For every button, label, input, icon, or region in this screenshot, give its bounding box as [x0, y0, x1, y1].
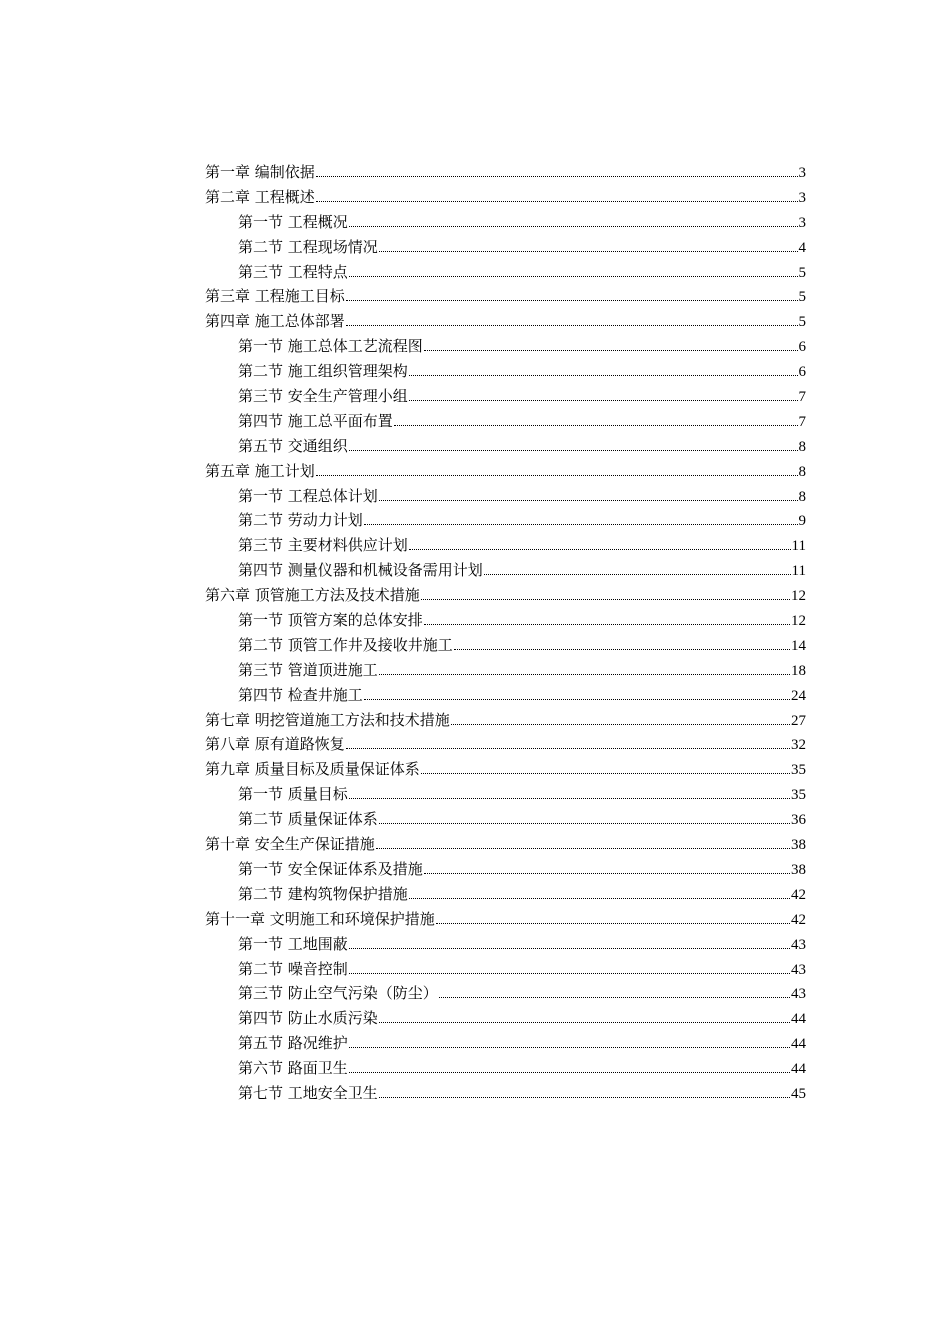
- toc-entry-title: 第六章 顶管施工方法及技术措施: [205, 586, 420, 605]
- toc-entry-title: 第二节 质量保证体系: [238, 810, 378, 829]
- toc-section-entry[interactable]: [205, 210, 806, 235]
- toc-chapter-entry[interactable]: [205, 185, 806, 210]
- toc-page-number: 27: [791, 712, 806, 729]
- toc-page-number: 3: [798, 214, 806, 231]
- toc-dot-leader: [409, 548, 791, 550]
- toc-section-entry[interactable]: [205, 981, 806, 1006]
- toc-dot-leader: [424, 623, 790, 625]
- toc-entry-title: 第五节 路况维护: [238, 1034, 348, 1053]
- toc-dot-leader: [379, 1096, 790, 1098]
- toc-section-entry[interactable]: [205, 558, 806, 583]
- toc-section-entry[interactable]: [205, 260, 806, 285]
- toc-page-number: 43: [791, 986, 806, 1003]
- toc-page-number: 18: [791, 662, 806, 679]
- toc-page-number: 44: [791, 1061, 806, 1078]
- toc-dot-leader: [349, 449, 798, 451]
- toc-page-number: 5: [798, 289, 806, 306]
- toc-dot-leader: [409, 399, 798, 401]
- toc-dot-leader: [316, 474, 798, 476]
- toc-dot-leader: [451, 723, 790, 725]
- toc-entry-title: 第十章 安全生产保证措施: [205, 835, 375, 854]
- toc-page-number: 42: [791, 886, 806, 903]
- toc-page-number: 11: [791, 563, 806, 580]
- toc-page-number: 6: [798, 364, 806, 381]
- toc-page-number: 6: [798, 339, 806, 356]
- toc-entry-title: 第七章 明挖管道施工方法和技术措施: [205, 710, 450, 729]
- toc-dot-leader: [424, 349, 798, 351]
- toc-section-entry[interactable]: [205, 683, 806, 708]
- toc-entry-title: 第四节 测量仪器和机械设备需用计划: [238, 561, 483, 580]
- toc-dot-leader: [436, 922, 790, 924]
- toc-chapter-entry[interactable]: [205, 708, 806, 733]
- toc-section-entry[interactable]: [205, 957, 806, 982]
- toc-chapter-entry[interactable]: [205, 160, 806, 185]
- toc-dot-leader: [364, 523, 798, 525]
- toc-entry-title: 第二节 顶管工作井及接收井施工: [238, 635, 453, 654]
- toc-page-number: 5: [798, 264, 806, 281]
- toc-dot-leader: [421, 772, 790, 774]
- toc-entry-title: 第六节 路面卫生: [238, 1059, 348, 1078]
- toc-page-number: 12: [791, 588, 806, 605]
- toc-section-entry[interactable]: [205, 782, 806, 807]
- toc-entry-title: 第三节 工程特点: [238, 262, 348, 281]
- toc-section-entry[interactable]: [205, 1006, 806, 1031]
- toc-entry-title: 第二节 劳动力计划: [238, 511, 363, 530]
- toc-page-number: 9: [798, 513, 806, 530]
- toc-dot-leader: [349, 1046, 790, 1048]
- toc-dot-leader: [349, 947, 790, 949]
- toc-page-number: 24: [791, 687, 806, 704]
- toc-section-entry[interactable]: [205, 533, 806, 558]
- toc-section-entry[interactable]: [205, 359, 806, 384]
- toc-section-entry[interactable]: [205, 508, 806, 533]
- toc-page-number: 36: [791, 812, 806, 829]
- toc-page-number: 3: [798, 189, 806, 206]
- toc-page-number: 5: [798, 314, 806, 331]
- toc-entry-title: 第三节 安全生产管理小组: [238, 387, 408, 406]
- toc-dot-leader: [349, 1071, 790, 1073]
- toc-section-entry[interactable]: [205, 807, 806, 832]
- toc-dot-leader: [409, 374, 798, 376]
- toc-section-entry[interactable]: [205, 882, 806, 907]
- toc-entry-title: 第五章 施工计划: [205, 461, 315, 480]
- toc-section-entry[interactable]: [205, 857, 806, 882]
- toc-section-entry[interactable]: [205, 932, 806, 957]
- toc-entry-title: 第一节 施工总体工艺流程图: [238, 337, 423, 356]
- toc-entry-title: 第一节 工程概况: [238, 212, 348, 231]
- toc-chapter-entry[interactable]: [205, 459, 806, 484]
- toc-entry-title: 第二章 工程概述: [205, 187, 315, 206]
- toc-page-number: 35: [791, 787, 806, 804]
- toc-dot-leader: [349, 275, 798, 277]
- toc-page-number: 3: [798, 165, 806, 181]
- toc-entry-title: 第八章 原有道路恢复: [205, 735, 345, 754]
- toc-page-number: 44: [791, 1036, 806, 1053]
- toc-page-number: 35: [791, 762, 806, 779]
- toc-page-number: 38: [791, 861, 806, 878]
- toc-page-number: 7: [798, 389, 806, 406]
- toc-dot-leader: [316, 200, 798, 202]
- toc-dot-leader: [454, 648, 790, 650]
- toc-section-entry[interactable]: [205, 484, 806, 509]
- toc-dot-leader: [379, 673, 790, 675]
- toc-entry-title: 第二节 施工组织管理架构: [238, 362, 408, 381]
- toc-section-entry[interactable]: [205, 1056, 806, 1081]
- toc-entry-title: 第七节 工地安全卫生: [238, 1083, 378, 1102]
- toc-page-number: 32: [791, 737, 806, 754]
- toc-page-number: 12: [791, 613, 806, 630]
- toc-chapter-entry[interactable]: [205, 757, 806, 782]
- toc-page-number: 7: [798, 413, 806, 430]
- toc-section-entry[interactable]: [205, 1031, 806, 1056]
- toc-entry-title: 第三章 工程施工目标: [205, 287, 345, 306]
- table-of-contents: [205, 160, 806, 1106]
- toc-dot-leader: [316, 175, 798, 177]
- toc-entry-title: 第一节 质量目标: [238, 785, 348, 804]
- toc-entry-title: 第二节 工程现场情况: [238, 237, 378, 256]
- toc-dot-leader: [424, 872, 790, 874]
- toc-page-number: 8: [798, 488, 806, 505]
- toc-entry-title: 第四节 施工总平面布置: [238, 411, 393, 430]
- toc-page-number: 4: [798, 239, 806, 256]
- toc-entry-title: 第一章 编制依据: [205, 163, 315, 181]
- toc-page-number: 45: [791, 1085, 806, 1102]
- toc-dot-leader: [379, 822, 790, 824]
- toc-entry-title: 第十一章 文明施工和环境保护措施: [205, 909, 435, 928]
- toc-page-number: 11: [791, 538, 806, 555]
- toc-entry-title: 第二节 噪音控制: [238, 959, 348, 978]
- toc-dot-leader: [346, 299, 798, 301]
- toc-section-entry[interactable]: [205, 384, 806, 409]
- toc-chapter-entry[interactable]: [205, 284, 806, 309]
- toc-page-number: 38: [791, 837, 806, 854]
- toc-entry-title: 第四节 检查井施工: [238, 685, 363, 704]
- toc-section-entry[interactable]: [205, 434, 806, 459]
- toc-dot-leader: [379, 1021, 790, 1023]
- toc-entry-title: 第四节 防止水质污染: [238, 1009, 378, 1028]
- toc-dot-leader: [376, 847, 790, 849]
- toc-dot-leader: [394, 424, 798, 426]
- toc-dot-leader: [379, 499, 798, 501]
- toc-entry-title: 第五节 交通组织: [238, 436, 348, 455]
- toc-dot-leader: [346, 747, 790, 749]
- toc-chapter-entry[interactable]: [205, 732, 806, 757]
- toc-section-entry[interactable]: [205, 235, 806, 260]
- toc-section-entry[interactable]: [205, 658, 806, 683]
- toc-entry-title: 第一节 工地围蔽: [238, 934, 348, 953]
- toc-dot-leader: [349, 972, 790, 974]
- toc-entry-title: 第三节 防止空气污染（防尘）: [238, 984, 438, 1003]
- toc-dot-leader: [439, 996, 790, 998]
- toc-chapter-entry[interactable]: [205, 583, 806, 608]
- toc-section-entry[interactable]: [205, 1081, 806, 1106]
- toc-page-number: 8: [798, 438, 806, 455]
- toc-dot-leader: [349, 797, 790, 799]
- toc-entry-title: 第九章 质量目标及质量保证体系: [205, 760, 420, 779]
- toc-dot-leader: [379, 250, 798, 252]
- toc-page-number: 44: [791, 1011, 806, 1028]
- toc-entry-title: 第四章 施工总体部署: [205, 312, 345, 331]
- toc-entry-title: 第三节 主要材料供应计划: [238, 536, 408, 555]
- toc-dot-leader: [346, 324, 798, 326]
- toc-page-number: 14: [791, 637, 806, 654]
- toc-dot-leader: [484, 573, 791, 575]
- toc-section-entry[interactable]: [205, 633, 806, 658]
- toc-section-entry[interactable]: [205, 334, 806, 359]
- toc-entry-title: 第一节 顶管方案的总体安排: [238, 611, 423, 630]
- toc-page-number: 43: [791, 961, 806, 978]
- toc-chapter-entry[interactable]: [205, 907, 806, 932]
- toc-page-number: 8: [798, 463, 806, 480]
- toc-section-entry[interactable]: [205, 608, 806, 633]
- toc-chapter-entry[interactable]: [205, 832, 806, 857]
- toc-entry-title: 第二节 建构筑物保护措施: [238, 884, 408, 903]
- toc-entry-title: 第一节 工程总体计划: [238, 486, 378, 505]
- toc-entry-title: 第三节 管道顶进施工: [238, 660, 378, 679]
- toc-section-entry[interactable]: [205, 409, 806, 434]
- toc-dot-leader: [409, 897, 790, 899]
- toc-page-number: 43: [791, 936, 806, 953]
- toc-page-number: 42: [791, 911, 806, 928]
- toc-dot-leader: [421, 598, 790, 600]
- toc-dot-leader: [349, 225, 798, 227]
- toc-dot-leader: [364, 698, 790, 700]
- toc-chapter-entry[interactable]: [205, 309, 806, 334]
- toc-entry-title: 第一节 安全保证体系及措施: [238, 859, 423, 878]
